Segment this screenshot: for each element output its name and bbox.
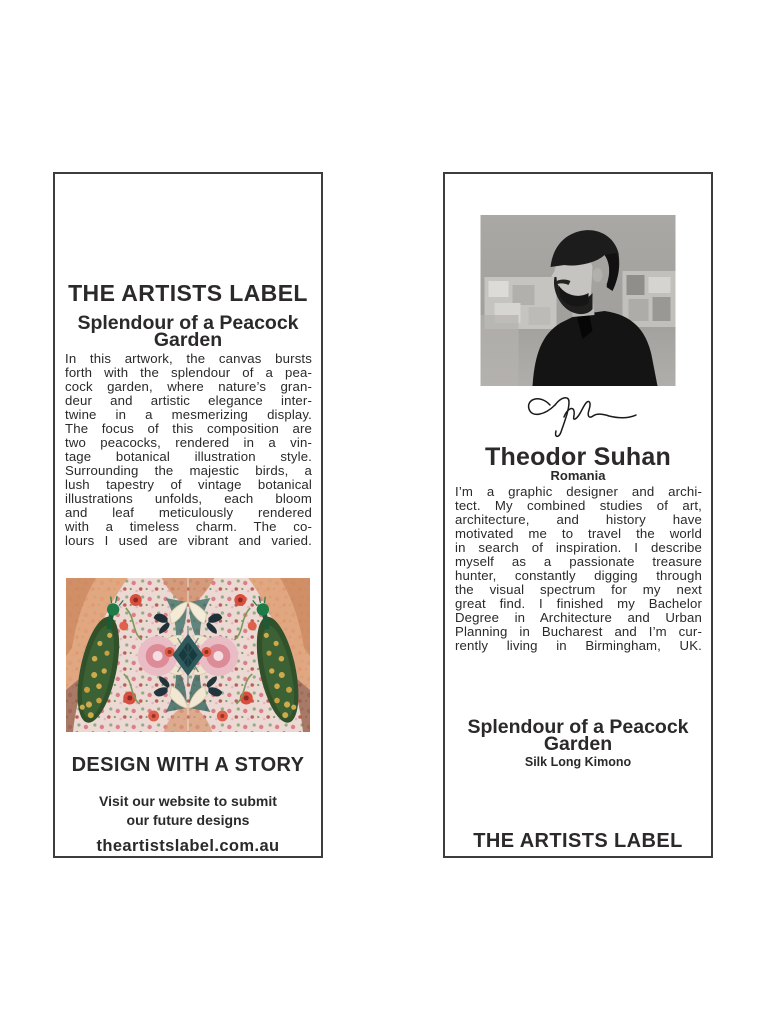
brand-title-bottom: THE ARTISTS LABEL [473, 830, 683, 852]
product-title: Splendour of a Peacock Garden [467, 716, 689, 755]
artist-country: Romania [550, 468, 606, 483]
artist-bio-card [443, 172, 713, 858]
artist-bio: I’m a graphic designer and archi- tect. My combined studies of art, architecture, and history have motivated me to travel the world in search of inspiration. I describe myself as a passionate treasure hunter, constantly digging through the visual spectrum for my next great find. I finished my Bachelor Degree in Architecture and Urban Planning in Bucharest and I’m cur- rently living in Birmingham, UK. [455, 484, 702, 653]
brand-tagline: DESIGN WITH A STORY [71, 754, 305, 776]
artist-photo [481, 215, 676, 386]
brand-title: THE ARTISTS LABEL [68, 280, 308, 306]
artwork-title: Splendour of a Peacock Garden [77, 312, 299, 351]
artwork-story-card [53, 172, 323, 858]
artist-signature [516, 390, 640, 442]
cta-text: Visit our website to submit our future designs [99, 793, 277, 828]
website-url: theartistslabel.com.au [96, 837, 280, 855]
artwork-description: In this artwork, the canvas bursts forth with the splendour of a pea- cock garden, where nature’s gran- deur and artistic elegance inter- twine in a mesmerizing display. The focus of this composition are two peacocks, rendered in a vin- tage botanical illustration style. Surrounding the majestic birds, a lush tapestry of vintage botanical illustrations unfolds, each bloom and leaf meticulously rendered with a timeless charm. The co- lours I used are vibrant and varied. [65, 351, 312, 548]
peacock-artwork-image [66, 578, 310, 732]
product-subtitle: Silk Long Kimono [524, 755, 632, 769]
artist-name: Theodor Suhan [485, 443, 671, 471]
